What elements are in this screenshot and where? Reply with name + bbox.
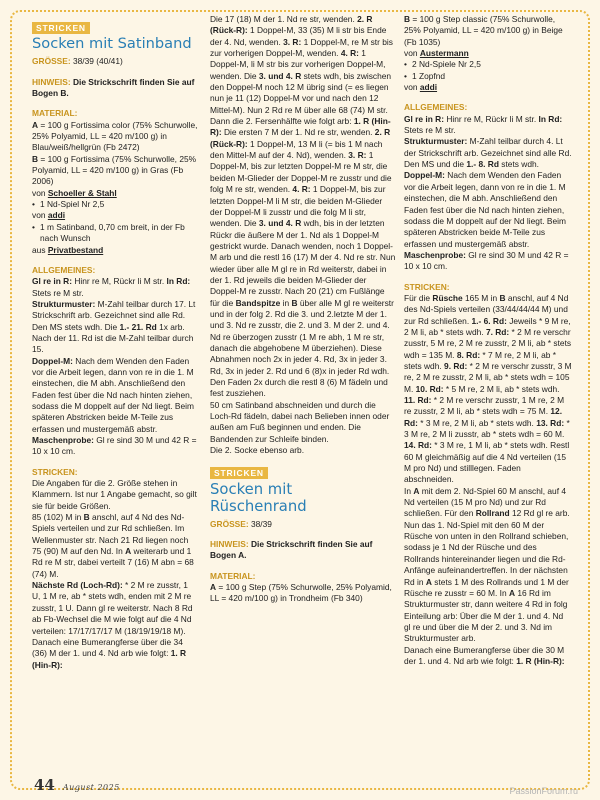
size-line: GRÖSSE: 38/39 <box>210 518 272 529</box>
size-line: GRÖSSE: 38/39 (40/41) <box>32 56 123 67</box>
material-a: A = 100 g Fortissima color (75% Schurwolle, 25% Polyamid, LL = 420 m/100 g) in Blau/weiß/hellgrün (Fb 2472) <box>32 119 198 153</box>
general-item: Maschenprobe: Gl re sind 30 M und 42 R = 10 x 10 cm. <box>404 249 569 272</box>
section-tag: STRICKEN <box>210 467 268 479</box>
ribbon-source: aus Privatbestand <box>32 244 104 255</box>
section-tag: STRICKEN <box>32 22 90 34</box>
list-item: • 2 Nd-Spiele Nr 2,5 <box>404 59 481 70</box>
column-2 <box>210 14 396 605</box>
second-sock-paragraph: Die 2. Socke ebenso arb. <box>210 445 305 456</box>
general-heading: ALLGEMEINES: <box>32 264 96 275</box>
material-heading: MATERIAL: <box>210 570 256 581</box>
general-item: Doppel-M: Nach dem Wenden den Faden vor die Arbeit legen, dann von re in die 1. M einstechen, die M abh. Anschließend den Faden fest über die Nd nach hinten ziehen, sodass die M doppelt auf der Nd liegt. Beim späteren Abstricken beide M-Teile zus erfassen und mustergemäß abstr. <box>32 355 195 434</box>
knit-paragraph: 85 (102) M in B anschl, auf 4 Nd des Nd-Spiels verteilen und zur Rd schließen. Im Wellenmuster str. Nach 21 Rd liegen noch 75 (90) M auf den Nd. In A weiterarb und 1 Rd re M str, dabei verteilt 7 (16) M abn = 68 (74) M. <box>32 512 194 579</box>
ribbon-paragraph: 50 cm Satinband abschneiden und durch die Loch-Rd fädeln, dabei nach Belieben innen oder außen am Fuß beginnen und enden. Die Bandenden zur Schleife binden. <box>210 399 390 444</box>
general-item: Doppel-M: Nach dem Wenden den Faden vor die Arbeit legen, dann von re in die 1. M einstechen, die M abh. Anschließend den Faden fest über die Nd nach hinten ziehen, sodass die M doppelt auf der Nd liegt. Beim späteren Abstricken beide M-Teile zus erfassen und mustergemäß abstr. <box>404 170 567 249</box>
needle-brand: von addi <box>32 210 66 221</box>
knit-paragraph: In A mit dem 2. Nd-Spiel 60 M anschl, auf 4 Nd verteilen (15 M pro Nd) und zur Rd schließen. Für den Rollrand 12 Rd gl re arb. Nun das 1. Nd-Spiel mit den 60 M der Rüsche von unten in den Rollrand schieben, sodass je 1 Nd der Rüsche und des Rollrands hintereinander liegen und die Rd-Anfänge aufeinandertreffen. In der nächsten Rd in A stets 1 M des Rollrands und 1 M der Rüsche re zusstr = 60 M. In A 16 Rd im Strukturmuster str, dann weitere 4 Rd in folg Einteilung arb: Über die M der 1. und 4. Nd gl re und über die M der 2. und 3. Nd im Strukturmuster arb. <box>404 485 570 644</box>
needle-brand: von addi <box>404 82 438 93</box>
article-title: Socken mit Rüschenrand <box>210 480 307 515</box>
material-brand: von Austermann <box>404 48 469 59</box>
material-b: B = 100 g Fortissima (75% Schurwolle, 25% Polyamid, LL = 420 m/100 g) in Gras (Fb 2006) <box>32 153 197 187</box>
general-heading: ALLGEMEINES: <box>404 102 468 113</box>
material-heading: MATERIAL: <box>32 108 78 119</box>
page-number: 44 <box>34 776 55 794</box>
material-b: B = 100 g Step classic (75% Schurwolle, 25% Polyamid, LL = 420 m/100 g) in Beige (Fb 1035) <box>404 14 563 47</box>
watermark: PassionForum.ru <box>509 786 578 796</box>
general-item: Gl re in R: Hinr re M, Rückr li M str. In Rd: Stets re M str. <box>32 276 191 298</box>
knit-paragraph: Für die Rüsche 165 M in B anschl, auf 4 Nd des Nd-Spiels verteilen (33/44/44/44 M) und zur Rd schließen. 1.- 6. Rd: Jeweils * 9 M re, 2 M li, ab * stets wdh. 7. Rd: * 2 M re verschr zusstr, 5 M re, 2 M re zusstr, 2 M li, ab * stets wdh = 135 M. 8. Rd: * 7 M re, 2 M li, ab * stets wdh. 9. Rd: * 2 M re verschr zusstr, 3 M re, 2 M re zusstr, 2 M li, ab * stets wdh = 105 M. 10. Rd: * 5 M re, 2 M li, ab * stets wdh. 11. Rd: * 2 M re verschr zusstr, 1 M re, 2 M re zusstr, 2 M li, ab * stets wdh = 75 M. 12. Rd: * 3 M re, 2 M li, ab * stets wdh. 13. Rd: * 3 M re, 2 M li zusstr, ab * stets wdh = 60 M. 14. Rd: * 3 M re, 1 M li, ab * stets wdh. Restl 60 M gleichmäßig auf die 4 Nd verteilen (15 M pro Nd) und stilllegen. Faden abschneiden. <box>404 292 572 485</box>
list-item: • 1 Nd-Spiel Nr 2,5 <box>32 199 105 210</box>
knit-paragraph: Nächste Rd (Loch-Rd): * 2 M re zusstr, 1 U, 1 M re, ab * stets wdh, enden mit 2 M re zusstr, 1 U. Dann gl re weiterstr. Nach 8 Rd ab Fb-Wechsel die M wie folgt auf die 4 Nd verteilen: 17/17/17/17 M (18/19/19/18 M). Danach eine Bumerangferse über die 34 (36) M der 1. und 4. Nd arb wie folgt: 1. R (Hin-R): <box>32 580 193 670</box>
issue-date: August 2025 <box>62 783 120 792</box>
knit-heading: STRICKEN: <box>32 466 78 477</box>
list-item: • 1 m Satinband, 0,70 cm breit, in der Fb nach Wunsch <box>32 221 185 244</box>
list-item: • 1 Zopfnd <box>404 70 446 81</box>
column-3 <box>404 14 572 667</box>
knit-continued: Die 17 (18) M der 1. Nd re str, wenden. 2. R (Rück-R): 1 Doppel-M, 33 (35) M li str bis Ende der 4. Nd, wenden. 3. R: 1 Doppel-M, re M str bis zur vorherigen Doppel-M, wenden. 4. R: 1 Doppel-M, li M str bis zur vorherigen Doppel-M, wenden. Die 3. und 4. R stets wdh, bis zwischen den Doppel-M noch 12 M übrig sind (= es liegen nun je 11 (12) Doppel-M vor und nach den 12 Mittel-M). Nun 2 Rd re M über alle 68 (74) M str. Dann die 2. Fersenhälfte wie folgt arb: 1. R (Hin-R): Die ersten 7 M der 1. Nd re str, wenden. 2. R (Rück-R): 1 Doppel-M, 13 M li (= bis 1 M nach den Mittel-M auf der 4. Nd), wenden. 3. R: 1 Doppel-M, bis zur letzten Doppel-M re M str, die beiden M-Glieder der Doppel-M re zusstr und die folg M re str, wenden. 4. R: 1 Doppel-M, bis zur letzten Doppel-M li M str, die beiden M-Glieder der Doppel-M li zusstr und die folg M li str, wenden. Die 3. und 4. R wdh, bis in der letzten Rückr die äußere M der 1. Nd als 1 Doppel-M gestrickt wurde. Danach wenden, noch 1 Doppel-M arb und die restl 16 (17) M der 4. Nd re str. Nun wieder über alle M gl re in Rd weiterstr, dabei in der 1. Rd jeweils die beiden M-Glieder der Doppel-M re zusstr. Nach 20 (21) cm Fußlänge für die Bandspitze in B über alle M gl re weiterstr und in der folg 2. Rd die 3. und 2.letzte M der 1. und 3. Nd re zusstr, die 2. und 3. M der 2. und 4. Nd re überzogen zusstr (1 M re abh, 1 M re str, danach die abgehobene M überziehen). Diese Abnahmen noch 2x in jeder 4. Rd, 3x in jeder 3. Rd, 3x in jeder 2. Rd und 6 (8)x in jeder Rd wdh. Den Faden 2x durch die restl 8 (6) M fädeln und fest zusziehen. <box>210 14 396 399</box>
hint: HINWEIS: Die Strickschrift finden Sie auf Bogen A. <box>210 539 373 561</box>
general-item: Gl re in R: Hinr re M, Rückr li M str. In Rd: Stets re M str. <box>404 113 563 136</box>
page-footer <box>34 776 120 794</box>
general-item: Strukturmuster: M-Zahl teilbar durch 4. Lt der Strickschrift arb. Gezeichnet sind alle Rd. Den MS und die 1.- 8. Rd stets wdh. <box>404 136 572 170</box>
knit-paragraph: Danach eine Bumerangferse über die 30 M der 1. und 4. Nd arb wie folgt: 1. R (Hin-R): <box>404 644 565 666</box>
general-item: Strukturmuster: M-Zahl teilbar durch 17. Lt Strickschrift arb. Gezeichnet sind alle Rd. Den MS stets wdh. Die 1.- 21. Rd 1x arb. Nach der 11. Rd ist die M-Zahl teilbar durch 15. <box>32 298 196 355</box>
article-title: Socken mit Satinband <box>32 35 192 53</box>
knit-paragraph: Die Angaben für die 2. Größe stehen in Klammern. Ist nur 1 Angabe gemacht, so gilt sie für beide Größen. <box>32 478 197 511</box>
hint: HINWEIS: Die Strickschrift finden Sie auf Bogen B. <box>32 76 195 99</box>
general-item: Maschenprobe: Gl re sind 30 M und 42 R = 10 x 10 cm. <box>32 435 197 457</box>
column-1 <box>32 22 198 671</box>
material-a: A = 100 g Step (75% Schurwolle, 25% Polyamid, LL = 420 m/100 g) in Trondheim (Fb 340) <box>210 582 392 604</box>
knit-heading: STRICKEN: <box>404 281 450 292</box>
material-brand: von Schoeller & Stahl <box>32 187 117 198</box>
